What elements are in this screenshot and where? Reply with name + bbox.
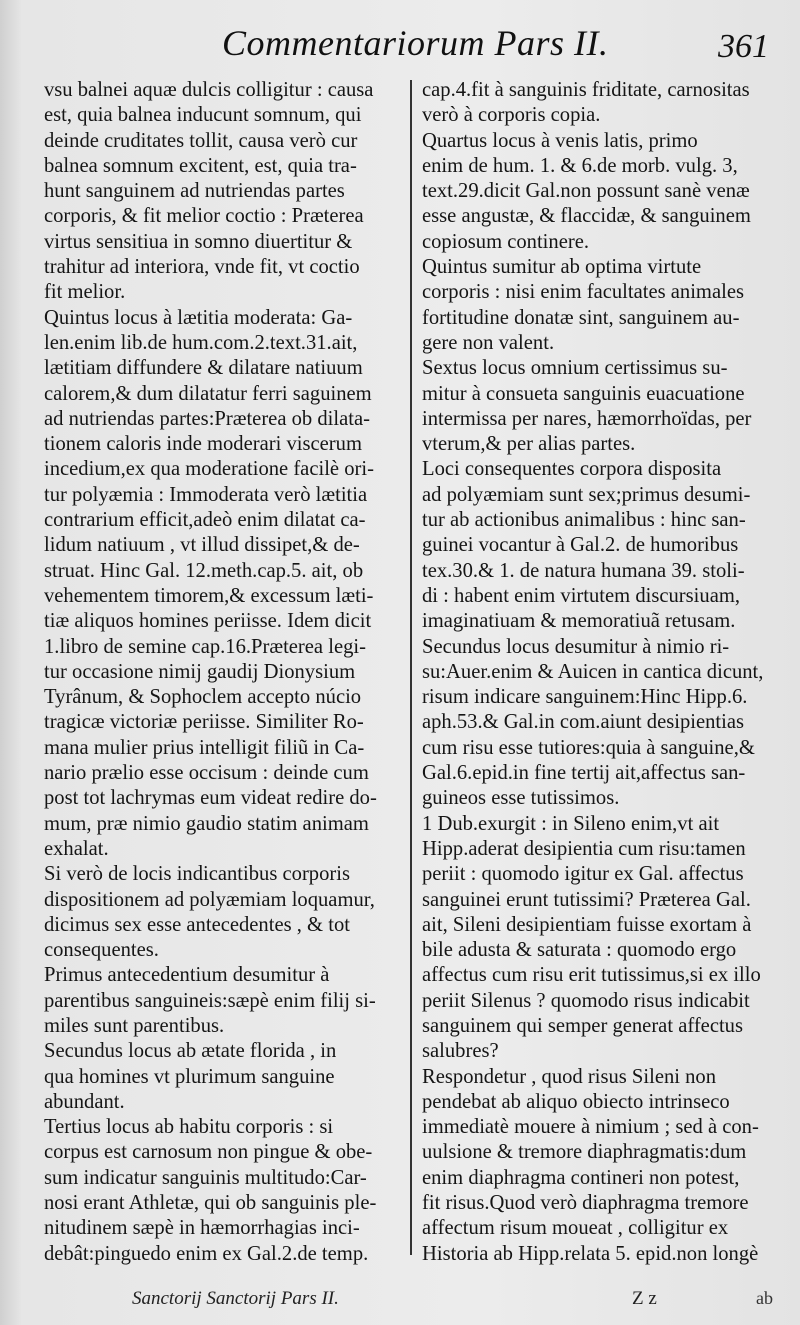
text-line: cum risu esse tutiores:quia à sanguine,& [422,736,755,759]
text-line: Si verò de locis indicantibus corporis [44,863,350,886]
text-line: lætitiam diffundere & dilatare natiuum [44,357,363,380]
text-line: di : habent enim virtutem discursiuam, [422,584,740,607]
text-line: hunt sanguinem ad nutriendas partes [44,180,345,203]
text-line: esse angustæ, & flaccidæ, & sanguinem [422,205,751,228]
text-line: fit risus.Quod verò diaphragma tremore [422,1192,749,1215]
text-line: struat. Hinc Gal. 12.meth.cap.5. ait, ob [44,559,364,582]
text-line: nario prælio esse occisum : deinde cum [44,762,369,785]
text-line: corporis, & fit melior coctio : Præterea [44,205,364,228]
text-line: tragicæ victoriæ periisse. Similiter Ro- [44,711,364,734]
signature-mark: Z z [632,1288,657,1309]
text-line: vsu balnei aquæ dulcis colligitur : causa [44,79,374,101]
page-header [0,18,800,72]
text-line: Tyrânum, & Sophoclem accepto núcio [44,686,362,709]
text-line: su:Auer.enim & Auicen in cantica dicunt, [422,660,764,683]
text-line: copiosum continere. [422,230,589,253]
text-line: 1 Dub.exurgit : in Sileno enim,vt ait [422,812,720,835]
text-line: enim diaphragma contineri non potest, [422,1166,740,1189]
text-line: post tot lachrymas eum videat redire do- [44,787,377,810]
text-line: Primus antecedentium desumitur à [44,964,330,987]
text-line: periit Silenus ? quomodo risus indicabit [422,989,750,1012]
page-number: 361 [718,28,769,65]
text-line: vterum,& per alias partes. [422,433,636,456]
text-line: Secundus locus ab ætate florida , in [44,1040,337,1063]
text-line: dispositionem ad polyæmiam loquamur, [44,888,375,911]
text-line: corpus est carnosum non pingue & obe- [44,1141,373,1164]
text-line: tex.30.& 1. de natura humana 39. stoli- [422,559,745,582]
text-line: cap.4.fit à sanguinis friditate, carnositas [422,79,750,101]
text-line: guineos esse tutissimos. [422,787,620,810]
text-line: trahitur ad interiora, vnde fit, vt coctio [44,256,360,279]
text-line: Quintus locus à lætitia moderata: Ga- [44,306,353,329]
text-line: enim de hum. 1. & 6.de morb. vulg. 3, [422,154,738,177]
running-title: Commentariorum Pars II. [222,23,609,63]
text-line: affectum risum moueat , colligitur ex [422,1217,729,1240]
text-line: imaginatiuam & memoratiuã retusam. [422,610,736,633]
text-line: aph.53.& Gal.in com.aiunt desipientias [422,711,744,734]
text-line: incedium,ex qua moderatione facilè ori- [44,458,374,481]
text-line: fortitudine donatæ sint, sanguinem au- [422,306,740,329]
text-line: intermissa per nares, hæmorrhoïdas, per [422,407,752,430]
text-line: Loci consequentes corpora disposita [422,458,722,481]
text-line: tur ab actionibus animalibus : hinc san- [422,509,746,532]
text-line: gere non valent. [422,331,555,354]
text-line: parentibus sanguineis:sæpè enim filij si- [44,989,376,1012]
text-line: sanguinem qui semper generat affectus [422,1014,743,1037]
text-line: sum indicatur sanguinis multitudo:Car- [44,1166,367,1189]
text-line: Quartus locus à venis latis, primo [422,129,698,152]
text-line: ad polyæmiam sunt sex;primus desumi- [422,483,751,506]
text-line: risum indicare sanguinem:Hinc Hipp.6. [422,686,748,709]
text-line: Tertius locus ab habitu corporis : si [44,1116,334,1139]
catchword: ab [756,1288,773,1308]
text-line: Sextus locus omnium certissimus su- [422,357,728,380]
text-line: sanguinei erunt tutissimi? Præterea Gal. [422,888,751,911]
text-line: qua homines vt plurimum sanguine [44,1065,335,1088]
text-line: Quintus sumitur ab optima virtute [422,256,702,279]
text-line: calorem,& dum dilatatur ferri saguinem [44,382,372,405]
text-line: consequentes. [44,939,159,962]
text-line: ait, Sileni desipientiam fuisse exortam à [422,913,752,936]
text-line: tur occasione nimij gaudij Dionysium [44,660,356,683]
text-line: miles sunt parentibus. [44,1014,225,1037]
text-line: affectus cum risu erit tutissimus,si ex illo [422,964,761,987]
right-text-column [422,78,792,1267]
text-line: dicimus sex esse antecedentes , & tot [44,913,350,936]
text-line: mana mulier prius intelligit filiũ in Ca- [44,736,365,759]
text-line: corporis : nisi enim facultates animales [422,281,744,304]
text-line: mitur à consueta sanguinis euacuatione [422,382,745,405]
text-line: deinde cruditates tollit, causa verò cur [44,129,358,152]
text-line: text.29.dicit Gal.non possunt sanè venæ [422,180,750,203]
text-line: lidum natiuum , vt illud dissipet,& de- [44,534,360,557]
text-line: tiæ aliquos homines periisse. Idem dicit [44,610,372,633]
text-line: contrarium efficit,adeò enim dilatat ca- [44,509,366,532]
text-line: Historia ab Hipp.relata 5. epid.non longè [422,1242,759,1265]
text-line: ad nutriendas partes:Præterea ob dilata- [44,407,370,430]
text-line: Hipp.aderat desipientia cum risu:tamen [422,837,746,860]
text-line: uulsione & tremore diaphragmatis:dum [422,1141,747,1164]
text-line: vehementem timorem,& excessum læti- [44,584,374,607]
text-line: virtus sensitiua in somno diuertitur & [44,230,353,253]
text-line: tionem caloris inde moderari viscerum [44,433,362,456]
text-line: abundant. [44,1090,125,1113]
text-line: nitudinem sæpè in hæmorrhagias inci- [44,1217,360,1240]
text-line: periit : quomodo igitur ex Gal. affectus [422,863,744,886]
text-line: exhalat. [44,837,109,860]
text-line: pendebat ab aliquo obiecto intrinseco [422,1090,730,1113]
text-line: salubres? [422,1040,499,1063]
text-line: Respondetur , quod risus Sileni non [422,1065,717,1088]
text-line: fit melior. [44,281,126,304]
text-line: len.enim lib.de hum.com.2.text.31.ait, [44,331,358,354]
text-line: tur polyæmia : Immoderata verò lætitia [44,483,368,506]
text-line: est, quia balnea inducunt somnum, qui [44,104,362,127]
text-line: debât:pinguedo enim ex Gal.2.de temp. [44,1242,369,1265]
page-footer [0,1288,800,1318]
text-line: immediatè mouere à nimium ; sed à con- [422,1116,759,1139]
text-line: nosi erant Athletæ, qui ob sanguinis ple- [44,1192,377,1215]
left-text-column [44,78,402,1267]
text-line: balnea somnum excitent, est, quia tra- [44,154,357,177]
text-line: bile adusta & saturata : quomodo ergo [422,939,737,962]
text-line: 1.libro de semine cap.16.Præterea legi- [44,635,366,658]
text-line: Gal.6.epid.in fine tertij ait,affectus san- [422,762,746,785]
text-line: verò à corporis copia. [422,104,601,127]
text-line: guinei vocantur à Gal.2. de humoribus [422,534,739,557]
text-line: mum, præ nimio gaudio statim animam [44,812,369,835]
column-divider [410,80,412,1255]
footer-running-author: Sanctorij Sanctorij Pars II. [132,1288,339,1309]
text-line: Secundus locus desumitur à nimio ri- [422,635,730,658]
